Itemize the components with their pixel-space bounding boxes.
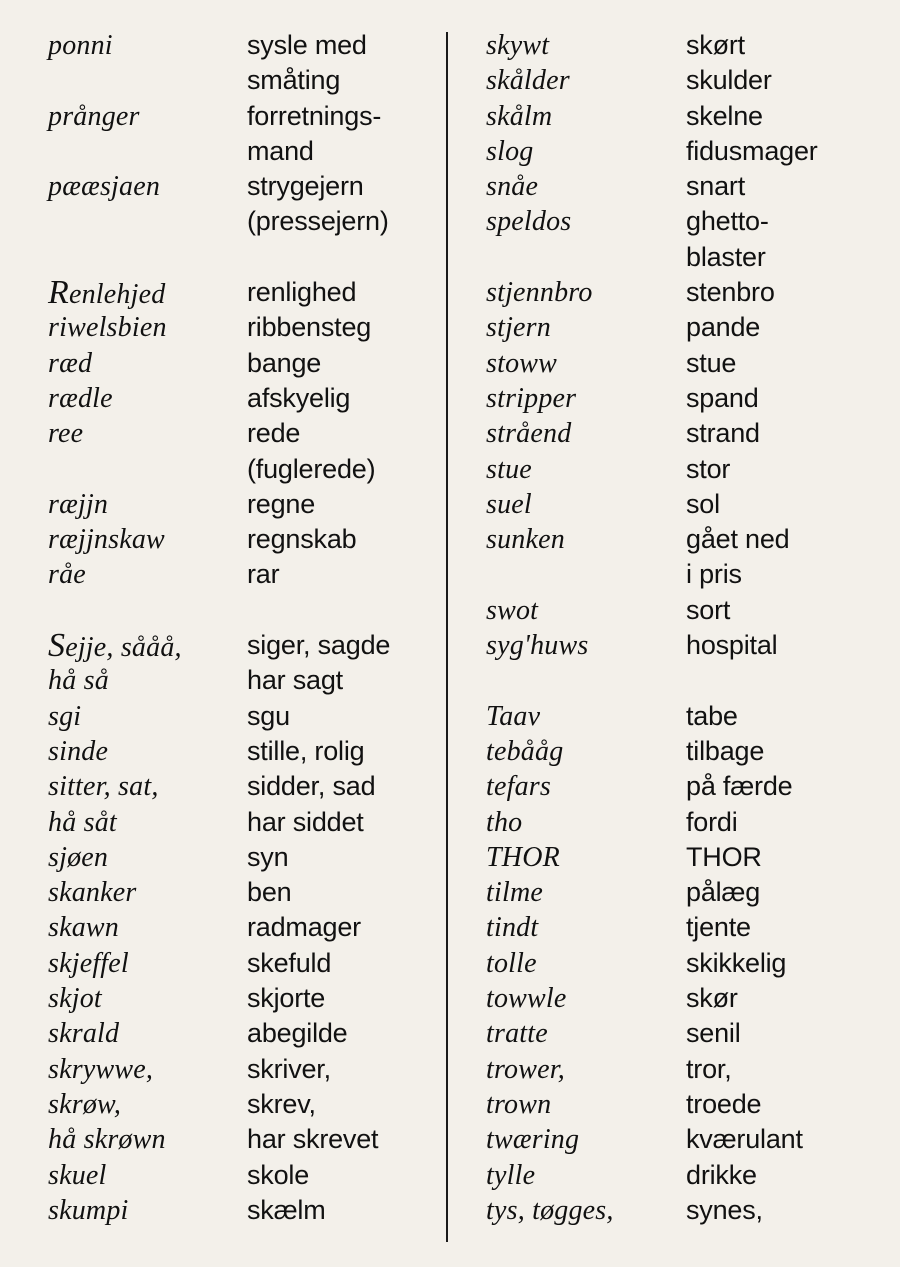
definition: senil xyxy=(686,1018,741,1049)
definition: sysle med xyxy=(247,30,367,60)
headword: stoww xyxy=(486,347,558,379)
headword: ree xyxy=(48,418,84,450)
headword: syg'huws xyxy=(486,630,589,662)
headword: swot xyxy=(486,594,539,626)
definition: småting xyxy=(247,65,341,96)
right-words-column xyxy=(486,28,676,1228)
headword xyxy=(48,452,238,487)
definition: strand xyxy=(686,418,760,449)
definition: fordi xyxy=(686,806,738,837)
definition: sgu xyxy=(247,700,290,731)
headword: sitter, sat, xyxy=(48,771,159,803)
definition: siger, sagde xyxy=(247,630,391,661)
definition: synes, xyxy=(686,1194,763,1225)
headword: skålder xyxy=(486,65,570,97)
definition: tror, xyxy=(686,1053,732,1084)
headword: råe xyxy=(48,559,86,591)
headword: tho xyxy=(486,806,523,838)
headword: tindt xyxy=(486,912,539,944)
definition: skør xyxy=(686,983,738,1014)
definition: regnskab xyxy=(247,524,357,555)
headword: tefars xyxy=(486,771,551,803)
headword xyxy=(486,240,676,275)
headword: tilme xyxy=(486,877,543,909)
headword: skrywwe, xyxy=(48,1053,154,1085)
definition: ben xyxy=(247,877,292,908)
definition: tilbage xyxy=(686,735,765,766)
headword xyxy=(48,240,238,275)
definition: har siddet xyxy=(247,806,364,837)
definition: afskyelig xyxy=(247,382,351,413)
definition: regne xyxy=(247,488,316,519)
definition: skørt xyxy=(686,30,745,60)
definition: (fuglerede) xyxy=(247,453,376,484)
definition: radmager xyxy=(247,912,361,943)
definition: skrev, xyxy=(247,1088,316,1119)
headword xyxy=(48,204,238,239)
left-words-column xyxy=(48,28,238,1228)
headword xyxy=(486,663,676,698)
definition: pålæg xyxy=(686,877,761,908)
definition: rede xyxy=(247,418,301,449)
headword: tratte xyxy=(486,1018,548,1050)
section-initial: S xyxy=(48,627,66,665)
definition: THOR xyxy=(686,841,762,872)
definition: har sagt xyxy=(247,665,343,696)
column-divider xyxy=(446,32,448,1242)
headword: suel xyxy=(486,488,532,520)
headword: Sejje, sååå, xyxy=(48,627,182,665)
headword: sgi xyxy=(48,700,82,732)
headword: tylle xyxy=(486,1159,536,1191)
definition: på færde xyxy=(686,771,793,802)
headword: ræd xyxy=(48,347,93,379)
definition: fidusmager xyxy=(686,135,818,166)
headword: slog xyxy=(486,135,534,167)
definition: skulder xyxy=(686,65,772,96)
headword: ponni xyxy=(48,30,113,61)
definition: skælm xyxy=(247,1194,326,1225)
headword: pææsjaen xyxy=(48,171,161,203)
definition: stue xyxy=(686,347,737,378)
headword: skjot xyxy=(48,983,102,1015)
definition: kværulant xyxy=(686,1124,803,1155)
headword: stue xyxy=(486,453,532,485)
headword: sjøen xyxy=(48,841,109,873)
definition: syn xyxy=(247,841,289,872)
definition: mand xyxy=(247,135,314,166)
definition: pande xyxy=(686,312,761,343)
headword: hå så xyxy=(48,665,109,697)
definition: renlighed xyxy=(247,277,357,308)
left-meanings-column xyxy=(247,28,442,1228)
definition xyxy=(247,593,442,628)
headword: hå såt xyxy=(48,806,117,838)
headword: skuel xyxy=(48,1159,107,1191)
headword: skrøw, xyxy=(48,1088,122,1120)
headword: prånger xyxy=(48,100,140,132)
headword: trower, xyxy=(486,1053,565,1085)
headword: twæring xyxy=(486,1124,580,1156)
definition: strygejern xyxy=(247,171,364,202)
definition: spand xyxy=(686,382,759,413)
headword: skumpi xyxy=(48,1194,129,1226)
headword: skawn xyxy=(48,912,119,944)
headword: ræjjn xyxy=(48,488,109,520)
headword xyxy=(48,134,238,169)
definition: rar xyxy=(247,559,280,590)
headword: skålm xyxy=(486,100,553,132)
definition: ghetto- xyxy=(686,206,769,237)
definition: sidder, sad xyxy=(247,771,376,802)
definition: skikkelig xyxy=(686,947,787,978)
headword xyxy=(48,63,238,98)
definition: skole xyxy=(247,1159,310,1190)
headword: ræjjnskaw xyxy=(48,524,165,556)
headword: sinde xyxy=(48,735,109,767)
headword: sunken xyxy=(486,524,565,556)
headword: skywt xyxy=(486,30,550,61)
definition xyxy=(686,663,896,698)
headword: stråend xyxy=(486,418,572,450)
definition: (pressejern) xyxy=(247,206,389,237)
definition: skjorte xyxy=(247,983,326,1014)
definition: skelne xyxy=(686,100,763,131)
headword: hå skrøwn xyxy=(48,1124,166,1156)
definition xyxy=(247,240,442,275)
section-initial: R xyxy=(48,274,69,312)
headword: Taav xyxy=(486,700,541,732)
definition: abegilde xyxy=(247,1018,348,1049)
definition: skriver, xyxy=(247,1053,331,1084)
definition: sol xyxy=(686,488,720,519)
headword: rædle xyxy=(48,382,113,414)
headword: trown xyxy=(486,1088,552,1120)
headword xyxy=(48,593,238,628)
definition: har skrevet xyxy=(247,1124,379,1155)
headword: Renlehjed xyxy=(48,274,166,312)
headword: skrald xyxy=(48,1018,120,1050)
headword: towwle xyxy=(486,983,567,1015)
headword: stjern xyxy=(486,312,551,344)
headword: skjeffel xyxy=(48,947,129,979)
headword: skanker xyxy=(48,877,137,909)
headword: tolle xyxy=(486,947,537,979)
headword xyxy=(486,557,676,592)
definition: blaster xyxy=(686,241,766,272)
headword: snåe xyxy=(486,171,539,203)
definition: bange xyxy=(247,347,322,378)
headword: speldos xyxy=(486,206,572,238)
definition: drikke xyxy=(686,1159,757,1190)
headword: stjennbro xyxy=(486,277,593,309)
definition: tabe xyxy=(686,700,738,731)
headword: tys, tøgges, xyxy=(486,1194,614,1226)
definition: forretnings- xyxy=(247,100,382,131)
definition: stenbro xyxy=(686,277,775,308)
definition: stor xyxy=(686,453,731,484)
definition: stille, rolig xyxy=(247,735,365,766)
headword: riwelsbien xyxy=(48,312,167,344)
definition: skefuld xyxy=(247,947,332,978)
definition: sort xyxy=(686,594,731,625)
definition: hospital xyxy=(686,630,778,661)
definition: tjente xyxy=(686,912,751,943)
right-meanings-column xyxy=(686,28,896,1228)
headword: stripper xyxy=(486,382,577,414)
definition: gået ned xyxy=(686,524,790,555)
headword: THOR xyxy=(486,841,560,873)
definition: i pris xyxy=(686,559,742,590)
headword: tebååg xyxy=(486,735,564,767)
definition: ribbensteg xyxy=(247,312,372,343)
definition: troede xyxy=(686,1088,762,1119)
definition: snart xyxy=(686,171,746,202)
